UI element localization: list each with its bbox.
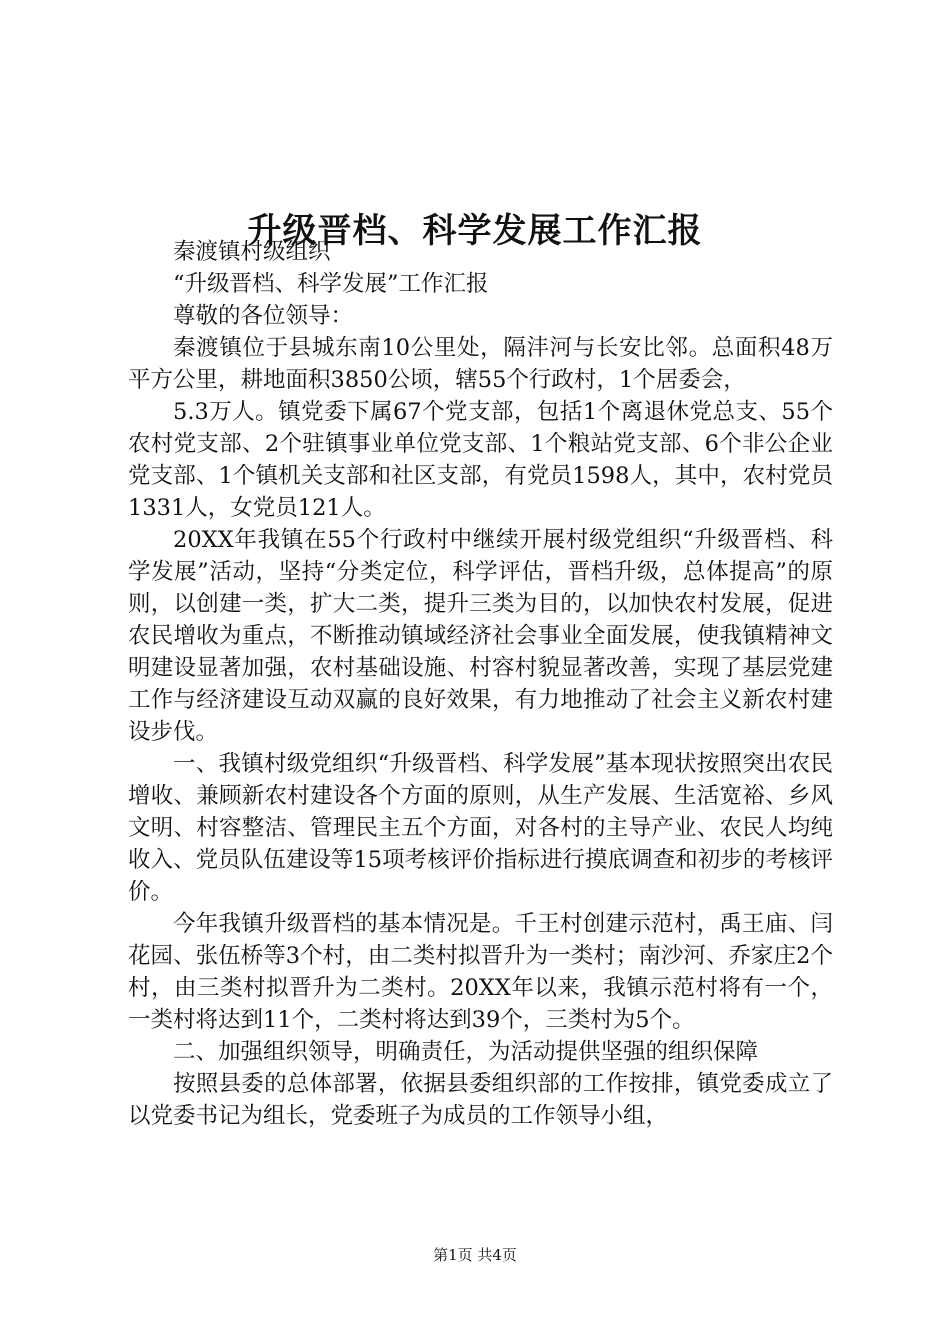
paragraph-section-two: 二、加强组织领导，明确责任，为活动提供坚强的组织保障 — [173, 1039, 759, 1065]
paragraph-section-one: 一、我镇村级党组织“升级晋档、科学发展”基本现状按照突出农民增收、兼顾新农村建设各个方面的原则，从生产发展、生活宽裕、乡风文明、村容整洁、管理民主五个方面，对各村的主导产业、农民人均纯收入、党员队伍建设等15项考核评价指标进行摸底调查和初步的考核评价。 — [128, 751, 833, 905]
paragraph-party-branches: 5.3万人。镇党委下属67个党支部，包括1个离退休党总支、55个农村党支部、2个驻镇事业单位党支部、1个粮站党支部、6个非公企业党支部、1个镇机关支部和社区支部，有党员1598人，其中，农村党员1331人，女党员121人。 — [128, 399, 833, 521]
paragraph-activity: 20XX年我镇在55个行政村中继续开展村级党组织“升级晋档、科学发展”活动，坚持“分类定位，科学评估，晋档升级，总体提高”的原则，以创建一类，扩大二类，提升三类为目的，以加快农村发展，促进农民增收为重点，不断推动镇域经济社会事业全面发展，使我镇精神文明建设显著加强，农村基础设施、村容村貌显著改善，实现了基层党建工作与经济建设互动双赢的良好效果，有力地推动了社会主义新农村建设步伐。 — [128, 527, 833, 745]
page-footer: 第1页 共4页 — [433, 1246, 517, 1264]
document-title: 升级晋档、科学发展工作汇报 — [247, 210, 703, 251]
paragraph-report-title: “升级晋档、科学发展”工作汇报 — [173, 271, 489, 297]
paragraph-overview: 秦渡镇位于县城东南10公里处，隔沣河与长安比邻。总面积48万平方公里，耕地面积3850公顷，辖55个行政村，1个居委会， — [128, 335, 833, 393]
paragraph-status: 今年我镇升级晋档的基本情况是。千王村创建示范村，禹王庙、闫花园、张伍桥等3个村，由二类村拟晋升为一类村；南沙河、乔家庄2个村，由三类村拟晋升为二类村。20XX年以来，我镇示范村将有一个，一类村将达到11个，二类村将达到39个，三类村为5个。 — [128, 911, 833, 1033]
document-body — [128, 236, 833, 1132]
paragraph-org-name: 秦渡镇村级组织 — [173, 239, 331, 265]
paragraph-leadership: 按照县委的总体部署，依据县委组织部的工作按排，镇党委成立了以党委书记为组长，党委班子为成员的工作领导小组， — [128, 1071, 833, 1129]
paragraph-salutation: 尊敬的各位领导： — [173, 303, 354, 329]
